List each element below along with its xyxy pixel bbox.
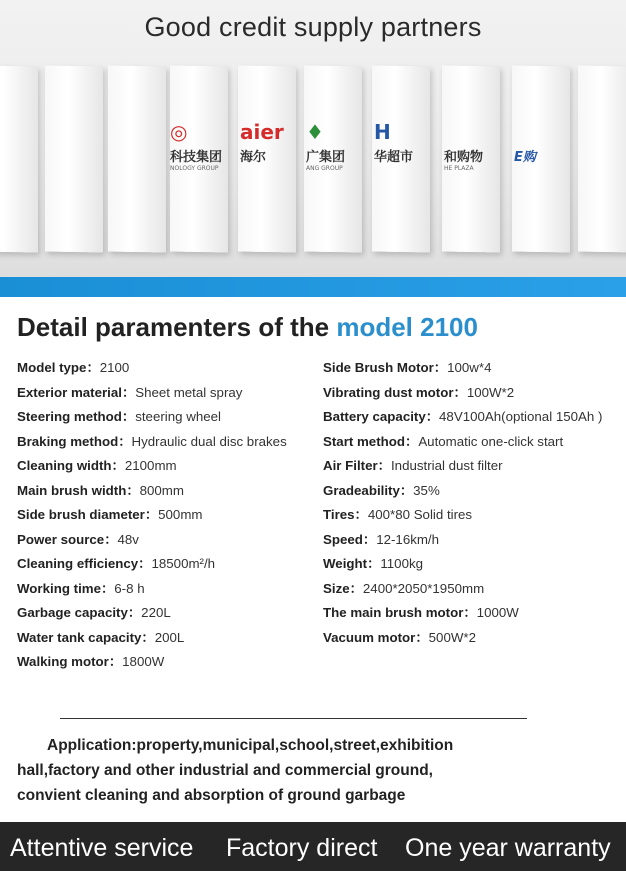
spec-row xyxy=(323,382,623,407)
spec-label: Model type： xyxy=(17,360,100,375)
banner-accent-stripe xyxy=(0,277,626,297)
spec-label: Side Brush Motor： xyxy=(323,360,448,375)
partner-logo-haier xyxy=(240,120,306,190)
partner-logo-mark: aier xyxy=(240,120,284,144)
partner-logo-cn: 华超市 xyxy=(374,150,414,165)
partner-logo-mark xyxy=(444,120,510,146)
application-line: Application:property,municipal,school,street,exhibition xyxy=(47,737,454,754)
spec-row xyxy=(323,480,623,505)
spec-value: 2100mm xyxy=(124,458,177,473)
heading-model: model 2100 xyxy=(336,312,478,342)
spec-value: 2100 xyxy=(99,360,130,375)
spec-value: steering wheel xyxy=(135,409,221,424)
spec-row xyxy=(323,357,623,382)
spec-row xyxy=(17,406,317,431)
spec-row xyxy=(323,553,623,578)
spec-label: Steering method： xyxy=(17,409,136,424)
partner-logo-supermarket xyxy=(374,120,440,190)
partner-logo-mark: H xyxy=(374,120,391,144)
spec-row xyxy=(17,627,317,652)
spec-value: 100W*2 xyxy=(466,384,515,400)
spec-value: 400*80 Solid tires xyxy=(367,507,473,522)
spec-row xyxy=(323,455,623,480)
banner-panel xyxy=(0,65,38,252)
spec-label: Gradeability： xyxy=(323,482,414,498)
spec-row xyxy=(17,553,317,578)
application-line: convient cleaning and absorption of ground garbage xyxy=(17,787,406,804)
spec-value: 18500m²/h xyxy=(151,556,216,571)
spec-label: The main brush motor： xyxy=(323,605,477,620)
spec-label: Vacuum motor： xyxy=(323,629,429,645)
spec-row xyxy=(323,602,623,627)
spec-row xyxy=(323,406,623,431)
spec-row xyxy=(17,431,317,456)
partner-logo-ego xyxy=(514,120,580,190)
spec-label: Cleaning width： xyxy=(17,458,125,473)
spec-label: Weight： xyxy=(323,556,381,571)
spec-value: 12-16km/h xyxy=(376,531,440,547)
spec-label: Working time： xyxy=(17,580,115,596)
partner-logo-mark xyxy=(514,120,580,146)
partner-logo-en: NOLOGY GROUP xyxy=(170,165,219,172)
spec-row xyxy=(17,578,317,603)
spec-list-left xyxy=(17,357,317,676)
spec-row xyxy=(17,382,317,407)
page-heading xyxy=(17,312,478,343)
spec-value: 6-8 h xyxy=(114,580,145,596)
partner-logo-cn: 海尔 xyxy=(240,150,267,165)
banner-panel xyxy=(45,65,103,252)
spec-value: 1100kg xyxy=(380,556,424,571)
partner-logo-tech-group xyxy=(170,120,236,190)
spec-value: Sheet metal spray xyxy=(135,384,243,400)
banner-panel xyxy=(108,65,166,252)
application-text xyxy=(17,733,617,808)
spec-label: Braking method： xyxy=(17,433,132,449)
spec-label: Exterior material： xyxy=(17,384,136,400)
spec-row xyxy=(323,504,623,529)
section-divider xyxy=(60,718,527,719)
spec-value: 1800W xyxy=(122,654,165,669)
footer-item-factory: Factory direct xyxy=(226,834,378,862)
spec-value: 48V100Ah(optional 150Ah ) xyxy=(439,409,603,424)
spec-label: Power source： xyxy=(17,531,118,547)
spec-label: Garbage capacity： xyxy=(17,605,142,620)
spec-label: Walking motor： xyxy=(17,654,123,669)
spec-label: Cleaning efficiency： xyxy=(17,556,152,571)
spec-value: 200L xyxy=(154,629,185,645)
partner-logo-cn: E购 xyxy=(514,150,536,165)
partner-logo-cn: 科技集团 xyxy=(170,150,223,165)
spec-row xyxy=(17,455,317,480)
partner-logo-group xyxy=(306,120,372,190)
spec-row xyxy=(17,504,317,529)
spec-value: 2400*2050*1950mm xyxy=(362,580,485,596)
footer-item-service: Attentive service xyxy=(10,834,194,862)
spec-value: 500mm xyxy=(158,507,203,522)
spec-label: Side brush diameter： xyxy=(17,507,159,522)
spec-row xyxy=(323,529,623,554)
spec-row xyxy=(323,627,623,652)
spec-label: Speed： xyxy=(323,531,377,547)
partners-banner xyxy=(0,0,626,297)
spec-value: Industrial dust filter xyxy=(390,458,503,473)
application-line: hall,factory and other industrial and commercial ground, xyxy=(17,762,433,779)
spec-label: Air Filter： xyxy=(323,458,391,473)
spec-row xyxy=(17,602,317,627)
spec-value: 220L xyxy=(141,605,171,620)
spec-label: Start method： xyxy=(323,433,419,449)
spec-label: Tires： xyxy=(323,507,368,522)
spec-row xyxy=(17,480,317,505)
partner-logo-en: HE PLAZA xyxy=(444,165,474,172)
spec-row xyxy=(323,578,623,603)
spec-value: 35% xyxy=(413,482,440,498)
partner-logo-cn: 广集团 xyxy=(306,150,346,165)
partner-logo-mark: ♦ xyxy=(306,120,324,144)
spec-label: Battery capacity： xyxy=(323,409,440,424)
banner-panel xyxy=(578,65,626,252)
spec-label: Size： xyxy=(323,580,363,596)
spec-value: 1000W xyxy=(476,605,519,620)
spec-list-right xyxy=(323,357,623,651)
partner-logo-plaza xyxy=(444,120,510,190)
spec-row xyxy=(17,529,317,554)
spec-value: 800mm xyxy=(139,482,184,498)
partner-logo-mark: ◎ xyxy=(170,120,188,144)
partner-logo-cn: 和购物 xyxy=(444,150,484,165)
spec-row xyxy=(323,431,623,456)
spec-label: Vibrating dust motor： xyxy=(323,384,467,400)
spec-label: Main brush width： xyxy=(17,482,140,498)
spec-value: Hydraulic dual disc brakes xyxy=(131,433,287,449)
footer-item-warranty: One year warranty xyxy=(405,834,611,862)
spec-value: Automatic one-click start xyxy=(418,433,564,449)
footer-bar xyxy=(0,822,626,871)
spec-value: 500W*2 xyxy=(428,629,476,645)
partner-logo-en: ANG GROUP xyxy=(306,165,343,172)
spec-row xyxy=(17,651,317,676)
spec-label: Water tank capacity： xyxy=(17,629,155,645)
banner-title: Good credit supply partners xyxy=(144,12,482,42)
spec-value: 100w*4 xyxy=(447,360,492,375)
spec-value: 48v xyxy=(117,531,139,547)
heading-prefix: Detail paramenters of the xyxy=(17,312,330,342)
spec-row xyxy=(17,357,317,382)
